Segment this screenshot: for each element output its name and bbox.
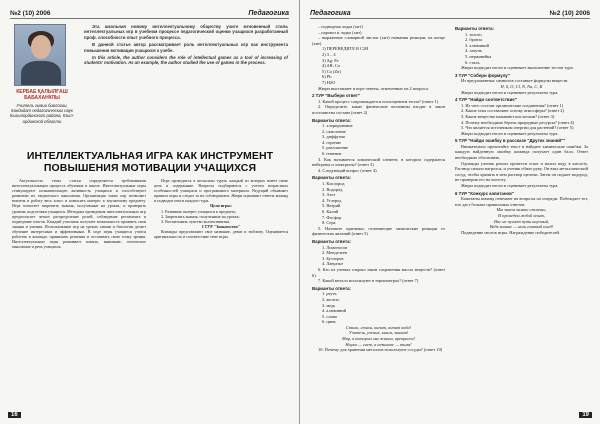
question-text: 3. Какие вещества называют кислотами? (ответ 3) xyxy=(461,113,555,119)
question-text: 5. Что является источником энергии для растений? (ответ 5) xyxy=(461,125,574,131)
verse-line: Ведь знание — наш главный клад! xyxy=(489,224,554,230)
answer-option: 1. Ломоносов xyxy=(322,244,348,250)
rubric-title: Педагогика xyxy=(248,10,289,17)
answer-option: 2) 3 – 4 xyxy=(322,51,336,57)
question-text: 4. Почему необходимо беречь природные ресурсы? (ответ 4) xyxy=(461,119,575,125)
subheading: Цели игры: xyxy=(210,203,232,209)
answer-option: 1. ртуть xyxy=(322,291,337,297)
question-text: 2. Какие газы составляют основу атмосферы? (ответ 2) xyxy=(461,108,564,114)
list-item: 1. Развивать интерес учащихся к предмету; xyxy=(161,208,237,214)
verse-line: Учитель, ученик, книга, знания! xyxy=(348,330,409,336)
answer-option: 3) Ag: Fe xyxy=(322,57,339,63)
answer-option: 6) Pb xyxy=(322,74,332,80)
question-text: Подведение итогов игры. Награждение победителей. xyxy=(461,229,560,235)
answer-option: 6. Калий xyxy=(322,209,339,214)
question-text: 2. Определите, какие физические величины входят в закон постоянства состава (ответ 2) xyxy=(312,104,445,115)
body-column-1 xyxy=(12,178,146,410)
verse-line: Мир, в котором мы живем, прекрасен! xyxy=(342,336,415,342)
question-text: Жюри подводит итоги и оценивает результаты тура. xyxy=(461,130,559,136)
issue-number: №2 (10) 2006 xyxy=(10,10,51,17)
quiz-column-1 xyxy=(312,24,445,412)
answer-option: 4) AB: Ca xyxy=(322,63,340,69)
author-position: Учитель химии биологии, Кандидат педагогических наук Кызылординского района, Кзыл-ординской области xyxy=(10,103,74,124)
answer-option: 4. Углерод xyxy=(322,197,342,203)
verse-line: И проведем любой опыт, xyxy=(498,213,545,218)
section-heading: Варианты ответа: xyxy=(312,238,352,244)
section-heading: 2 ТУР "Выбери ответ" xyxy=(312,93,360,99)
question-text: 7. Какой металл используют в термометрах? (ответ 7) xyxy=(318,278,419,284)
section-heading: Варианты ответа: xyxy=(455,26,495,31)
answer-option: 7) H2O xyxy=(322,79,336,85)
answer-option: 2. железо xyxy=(322,296,340,302)
verse-line: Мы знаем химию отлично, xyxy=(496,207,547,213)
answer-option: 6. сталь xyxy=(465,59,480,65)
answer-option: 3. диффузия xyxy=(322,134,345,140)
page-number: 19 xyxy=(579,412,592,418)
left-page-header xyxy=(10,7,289,19)
answer-option: 1) ПЕРЕВЕДИТЕ В С2Н xyxy=(322,46,369,52)
body-column-2 xyxy=(154,178,288,410)
answer-option: 5. олово xyxy=(322,313,338,319)
author-block xyxy=(6,89,78,124)
answer-option: 6. гниение xyxy=(322,151,342,157)
section-heading: Варианты ответа: xyxy=(312,117,352,123)
verse-line: Нас не пугает путь научный, xyxy=(493,218,550,224)
article-title: ИНТЕЛЛЕКТУАЛЬНАЯ ИГРА КАК ИНСТРУМЕНТ ПОВЫШЕНИЯ МОТИВАЦИИ УЧАЩИХСЯ xyxy=(26,150,274,174)
answer-option: 4. алюминий xyxy=(322,308,346,314)
answer-option: 4. горение xyxy=(322,139,342,145)
question-text: Жюри подводит итоги и оценивает выполнение тестов тура. xyxy=(461,65,574,71)
abstract-paragraph: Эта школьная новому интеллектуальному обществу учите мгновенный стиль интеллектуальных игр в учебном процессе педагогической оценки учащихся разработанный проф. способности опыт учебного процесса. xyxy=(84,24,288,40)
question-text: 1. Какой процесс сопровождается поглощением тепла? (ответ 1) xyxy=(318,98,439,104)
subheading: I ТУР "Знакомство" xyxy=(201,223,241,229)
body-paragraph: Актуальность темы статьи определяется требованиями интеллектуализации процесса обучения в школе. Интеллектуальные игры стимулируют познавательную активность учащихся и способствуют развитию их творческого мышления. Организация таких игр позволяет вовлечь в работу весь класс и повысить интерес к изучаемому предмету. Игра помогает закрепить знания, полученные на уроках, и проверить уровень подготовки учащихся. Методика проведения интеллектуальных игр предполагает четкое распределение ролей, соблюдение регламента и подведение итогов. Каждый участник получает возможность проявить свои знания и умения. Использование игр на уроках химии и биологии делает обучение интересным и эффективным. В ходе игры учащиеся учатся работать в команде, принимать решения и отстаивать свою точку зрения. Интеллектуальные игры развивают память, внимание, логическое мышление и речь учащихся. xyxy=(12,178,146,250)
question-text: 5. Назовите признаки, отличающие химические реакции от физических явлений (ответ 5) xyxy=(312,225,445,237)
answer-option: 3. Бутлеров xyxy=(322,255,344,261)
right-page xyxy=(300,0,600,424)
answer-option: 3. медь xyxy=(322,302,336,308)
answer-option: 5) Cu (Zn) xyxy=(322,68,341,74)
answer-option: 1. хлорирование xyxy=(322,123,353,129)
question-text: 10. Почему для хранения металлов используют сосуды? (ответ 10) xyxy=(318,347,443,353)
answer-option: 8. Сера xyxy=(322,220,336,226)
answer-option: 5. Натрий xyxy=(322,203,341,209)
author-name: КЕРБАЕ ҚАЛЫЛҒАШ БАБАХАНҰЛЫ xyxy=(16,89,68,101)
question-text: 1. Из чего состоят органические соединения? (ответ 1) xyxy=(461,102,564,108)
answer-option: 4. Лавуазье xyxy=(322,261,344,267)
rubric-title: Педагогика xyxy=(310,10,351,17)
section-heading: 3 ТУР "Собери формулу" xyxy=(455,72,510,78)
verse-line: Наука — свет, а незнание — тьма! xyxy=(345,341,412,347)
answer-option: 7. Фосфор xyxy=(322,214,342,220)
abstract-paragraph: В данной статье автор рассматривает роль интеллектуальных игр как инструмента повышения мотивации учащихся к учебе. xyxy=(84,42,288,53)
section-heading: 5 ТУР "Найди ошибку в рассказе "Других знаний"" xyxy=(455,138,566,144)
question-text: – подводная лодка (хит) xyxy=(318,24,363,29)
answer-option: 3. Азот xyxy=(322,192,336,198)
section-heading: 6 ТУР "Конкурс капитанов" xyxy=(455,190,514,196)
question-text: 6. Кто из ученых открыл закон сохранения массы веществ? (ответ 6) xyxy=(312,266,445,278)
section-heading: 4 ТУР "Найди соответствие" xyxy=(455,97,517,103)
list-item: 3. Воспитывать чувство коллективизма. xyxy=(161,218,231,224)
question-text: 4. Следующий вопрос (ответ 4) xyxy=(318,167,377,173)
issue-number: №2 (10) 2006 xyxy=(549,10,590,17)
section-heading: Варианты ответа: xyxy=(312,175,352,181)
answer-option: 2. окисление xyxy=(322,128,346,134)
verse-line: Стихи, стихи, кипит, кипит вода! xyxy=(345,324,412,330)
section-heading: Варианты ответа: xyxy=(312,285,352,291)
article-abstract xyxy=(84,24,288,68)
question-text: Жюри подводит итоги и оценивает результаты тура. xyxy=(461,89,559,95)
question-text: Жюри подводит итоги и оценивает результаты тура. xyxy=(461,183,559,189)
body-paragraph: Команды представляют свое название, девиз и эмблему. Оценивается оригинальность и соответствие теме игры. xyxy=(154,228,288,240)
answer-option: 2. Водород xyxy=(322,186,343,192)
question-text: Внимательно прочитайте текст и найдите химические ошибки. За каждую найденную ошибку команда получает один балл. Ответ необходимо обосновать. xyxy=(455,143,588,161)
question-text: Из предложенных символов составьте формулы веществ. xyxy=(461,78,569,84)
question-text: Жюри выставляет в игре ответы, отмеченные на 2 вопроса. xyxy=(318,85,429,91)
question-text: Однажды ученик решил провести опыт и налил воду в кислоту. Раствор сильно нагрелся, и ученик обжег руку. Он взял металлический сосуд, чтобы хранить в нем раствор щелочи. Затем он поджег водород, не проверив его на чистоту. xyxy=(455,160,588,183)
question-text: 3. Как называется химический элемент, в котором содержатся нейтроны и электроны? (ответ 3) xyxy=(312,156,445,168)
answer-option: 2. Менделеев xyxy=(322,250,347,256)
right-page-header xyxy=(310,7,590,19)
answer-option: 5. разложение xyxy=(322,145,349,151)
abstract-english: In this article, the author considers the role of intellectual games as a tool of increasing of students' motivation. As an example, the author studied the use of games in the process. xyxy=(84,55,288,66)
answer-option: 1. золото xyxy=(465,31,482,37)
article-body xyxy=(12,178,288,410)
verse-line: Н, S, O, Cl, N, Na, C, K xyxy=(500,83,543,89)
page-number: 16 xyxy=(8,412,21,418)
question-text: – паровоз и лодка (хит) xyxy=(318,29,362,35)
question-text: Капитаны команд отвечают на вопросы по очереди. Побеждает тот, кто даст больше правильных ответов. xyxy=(455,196,588,207)
answer-option: 6. цинк xyxy=(322,319,336,325)
question-text: – выражение словарной листок (хит) названия реакции, на конце (хит) xyxy=(312,35,445,46)
quiz-column-2 xyxy=(455,24,588,412)
answer-option: 4. латунь xyxy=(465,48,482,54)
answer-option: 5. нержавейка xyxy=(465,53,492,59)
list-item: 2. Закреплять знания, полученные на уроках; xyxy=(161,213,240,219)
body-paragraph: Игра проводится в несколько туров, каждый из которых имеет свою цель и содержание. Вопросы подбираются с учетом возрастных особенностей учащихся и программного материала. Ведущий объявляет правила игры и следит за их соблюдением. Жюри оценивает ответы команд и подводит итоги каждого тура. xyxy=(154,178,288,204)
answer-option: 3. алюминий xyxy=(465,42,489,48)
answer-option: 1. Кислород xyxy=(322,181,345,187)
answer-option: 2. бронза xyxy=(465,37,483,43)
author-photo xyxy=(14,24,66,86)
quiz-body xyxy=(312,24,588,412)
